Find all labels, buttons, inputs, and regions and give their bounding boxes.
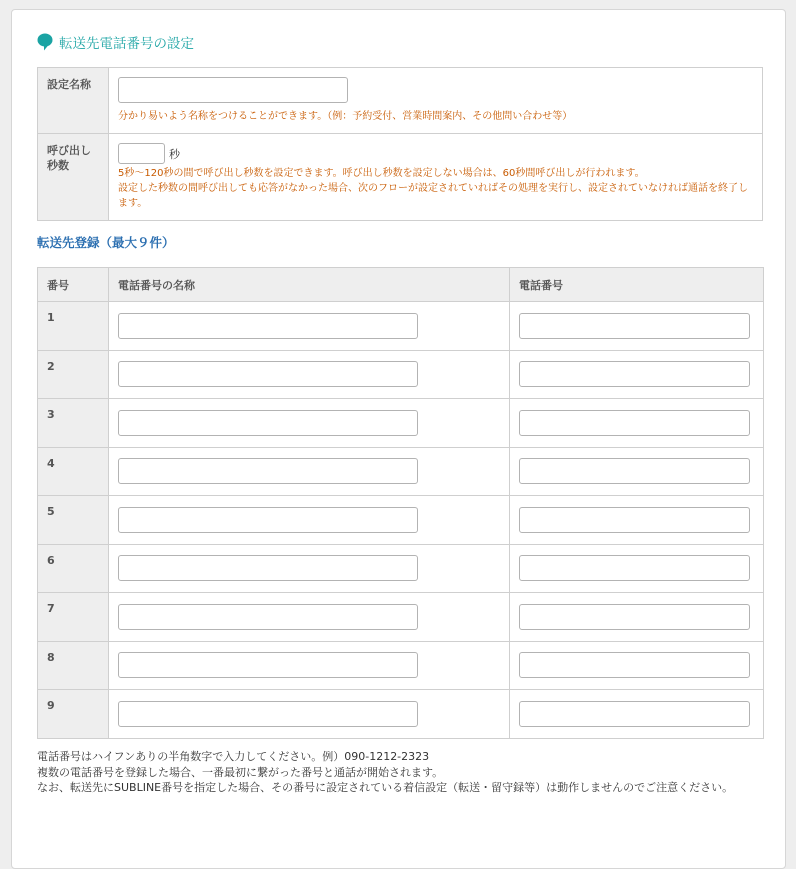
phone-number-cell — [510, 350, 764, 399]
forward-row — [38, 544, 764, 593]
phone-number-input[interactable] — [519, 507, 750, 533]
phone-name-cell — [109, 399, 510, 448]
call-seconds-cell — [109, 134, 763, 221]
phone-name-cell — [109, 593, 510, 642]
forward-row — [38, 593, 764, 642]
phone-number-input[interactable] — [519, 555, 750, 581]
call-seconds-hint-2: 設定した秒数の間呼び出しても応答がなかった場合、次のフローが設定されていればその処理を実行し、設定されていなければ通話を終了します。 — [118, 183, 748, 209]
settings-table — [37, 67, 763, 221]
forward-list-title: 転送先登録（最大９件） — [37, 235, 175, 250]
phone-number-input[interactable] — [519, 313, 750, 339]
phone-name-input[interactable] — [118, 410, 418, 436]
section-title — [37, 32, 194, 52]
setting-name-row — [38, 68, 763, 134]
phone-name-cell — [109, 544, 510, 593]
row-number: 1 — [38, 302, 109, 351]
phone-number-cell — [510, 593, 764, 642]
phone-number-input[interactable] — [519, 361, 750, 387]
row-number: 6 — [38, 544, 109, 593]
row-number: 7 — [38, 593, 109, 642]
notes — [37, 749, 767, 796]
phone-name-cell — [109, 302, 510, 351]
call-seconds-field — [118, 143, 753, 164]
settings-panel — [11, 9, 786, 869]
phone-number-cell — [510, 447, 764, 496]
phone-name-input[interactable] — [118, 604, 418, 630]
call-seconds-hint-1: 5秒～120秒の間で呼び出し秒数を設定できます。呼び出し秒数を設定しない場合は、60秒間呼び出しが行われます。 — [118, 168, 645, 179]
note-line-2: 複数の電話番号を登録した場合、一番最初に繋がった番号と通話が開始されます。 — [37, 765, 444, 779]
setting-name-cell — [109, 68, 763, 134]
forward-row — [38, 447, 764, 496]
forward-row — [38, 399, 764, 448]
phone-name-input[interactable] — [118, 507, 418, 533]
phone-number-cell — [510, 496, 764, 545]
forward-row — [38, 302, 764, 351]
row-number: 5 — [38, 496, 109, 545]
phone-name-input[interactable] — [118, 458, 418, 484]
phone-name-input[interactable] — [118, 313, 418, 339]
call-seconds-input[interactable] — [118, 143, 165, 164]
phone-name-cell — [109, 641, 510, 690]
call-seconds-unit: 秒 — [169, 147, 180, 161]
forward-table — [37, 267, 764, 739]
phone-number-cell — [510, 302, 764, 351]
row-number: 9 — [38, 690, 109, 739]
phone-number-input[interactable] — [519, 458, 750, 484]
phone-number-input[interactable] — [519, 604, 750, 630]
note-line-3: なお、転送先にSUBLINE番号を指定した場合、その番号に設定されている着信設定（転送・留守録等）は動作しませんのでご注意ください。 — [37, 781, 734, 794]
call-seconds-label: 呼び出し秒数 — [38, 134, 109, 221]
phone-name-input[interactable] — [118, 555, 418, 581]
note-line-1: 電話番号はハイフンありの半角数字で入力してください。例）090-1212-2323 — [37, 750, 430, 763]
setting-name-hint: 分かり易いよう名称をつけることができます。（例：予約受付、営業時間案内、その他問い合わせ等） — [118, 111, 573, 122]
forward-row — [38, 641, 764, 690]
column-header-phone-number: 電話番号 — [510, 268, 764, 302]
forward-row — [38, 350, 764, 399]
phone-number-cell — [510, 544, 764, 593]
phone-number-input[interactable] — [519, 701, 750, 727]
row-number: 8 — [38, 641, 109, 690]
phone-name-input[interactable] — [118, 361, 418, 387]
phone-number-cell — [510, 690, 764, 739]
forward-table-header — [38, 268, 764, 302]
forward-row — [38, 496, 764, 545]
phone-number-input[interactable] — [519, 652, 750, 678]
phone-name-cell — [109, 447, 510, 496]
speech-bubble-icon — [37, 33, 53, 51]
phone-number-input[interactable] — [519, 410, 750, 436]
phone-number-cell — [510, 641, 764, 690]
call-seconds-row — [38, 134, 763, 221]
setting-name-label: 設定名称 — [38, 68, 109, 134]
row-number: 2 — [38, 350, 109, 399]
phone-name-input[interactable] — [118, 701, 418, 727]
section-title-text: 転送先電話番号の設定 — [59, 36, 194, 52]
row-number: 4 — [38, 447, 109, 496]
phone-name-input[interactable] — [118, 652, 418, 678]
phone-name-cell — [109, 690, 510, 739]
phone-number-cell — [510, 399, 764, 448]
phone-name-cell — [109, 350, 510, 399]
row-number: 3 — [38, 399, 109, 448]
column-header-phone-name: 電話番号の名称 — [109, 268, 510, 302]
column-header-number: 番号 — [38, 268, 109, 302]
forward-row — [38, 690, 764, 739]
setting-name-input[interactable] — [118, 77, 348, 103]
phone-name-cell — [109, 496, 510, 545]
